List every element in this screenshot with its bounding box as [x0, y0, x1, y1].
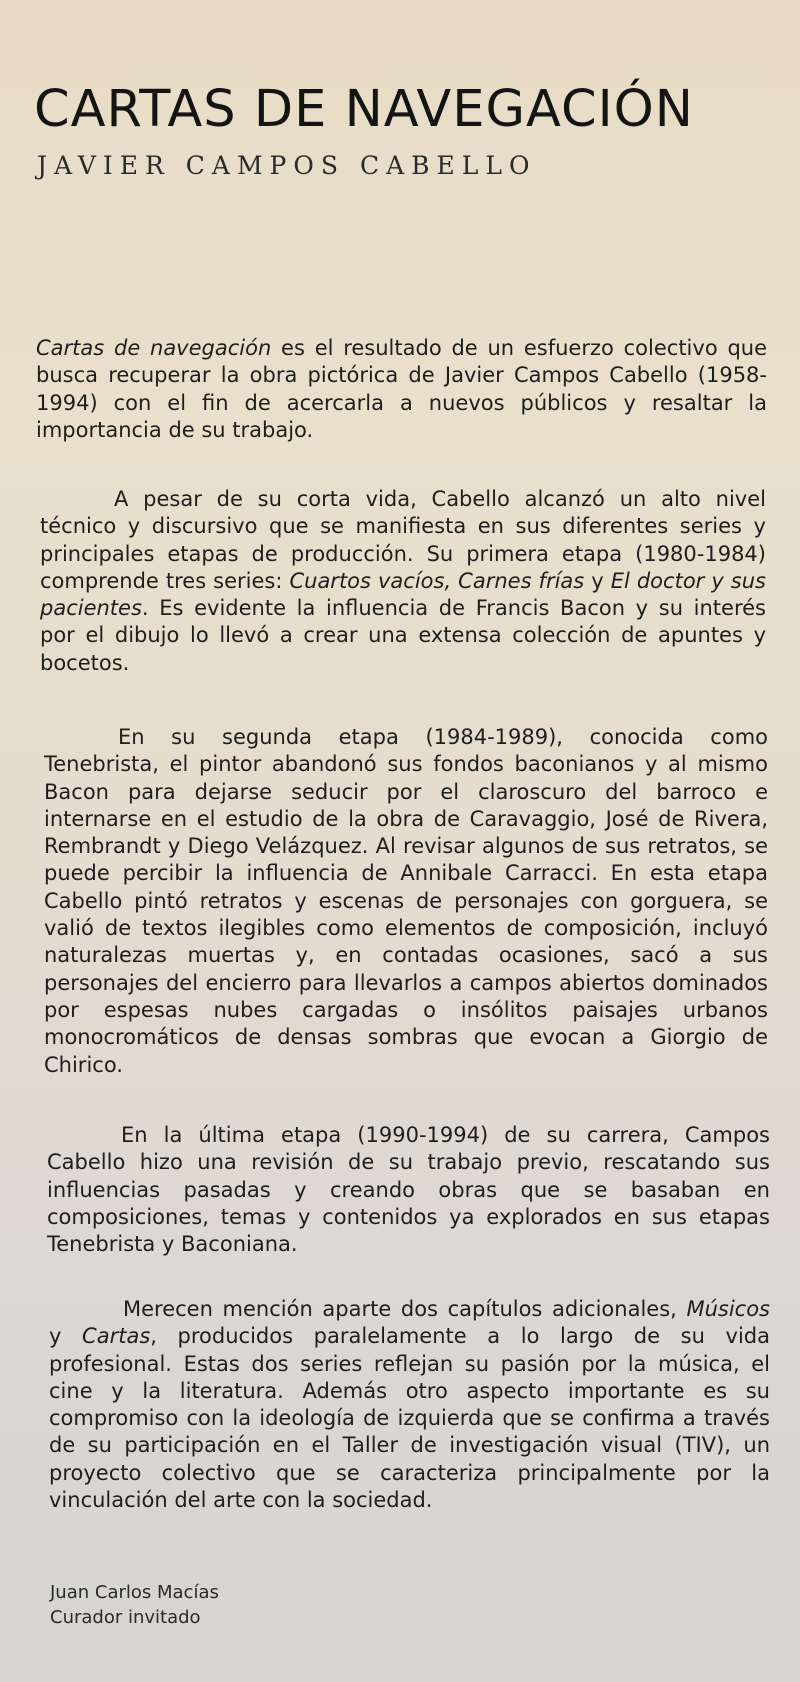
paragraph-additional-chapters [49, 1296, 770, 1514]
series-title-italic: Músicos [686, 1297, 770, 1321]
paragraph-text: y [584, 568, 611, 593]
curator-credit [50, 1580, 219, 1630]
series-title-italic: El doctor y sus pacientes [40, 568, 766, 621]
series-title-italic: Cuartos vacíos, Carnes frías [289, 568, 585, 593]
paragraph-intro [36, 335, 767, 444]
series-title-italic: Cartas [82, 1324, 151, 1349]
paragraph-text: es el resultado de un esfuerzo colectivo que busca recuperar la obra pictórica de Javier Campos Cabello (1958-1994) con el fin de acercarla a nuevos públicos y resaltar la importancia de su trabajo. [36, 336, 767, 442]
paragraph-first-stage [40, 486, 766, 677]
curator-role: Curador invitado [50, 1607, 201, 1628]
paragraph-text: , producidos paralelamente a lo largo de su vida profesional. Estas dos series reflejan su pasión por la música, el cine y la literatura. Además otro aspecto importante es su compromiso con la ideología de izquierda que se confirma a través de su participación en el Taller de investigación visual (TIV), un proyecto colectivo que se caracteriza principalmente por la vinculación del arte con la sociedad. [49, 1324, 770, 1513]
paragraph-text: En su segunda etapa (1984-1989), conocida como Tenebrista, el pintor abandonó sus fondos baconianos y al mismo Bacon para dejarse seducir por el claroscuro del barroco e internarse en el estudio de la obra de Caravaggio, José de Rivera, Rembrandt y Diego Velázquez. Al revisar algunos de sus retratos, se puede percibir la influencia de Annibale Carracci. En esta etapa Cabello pintó retratos y escenas de personajes con gorguera, se valió de textos ilegibles como elementos de composición, incluyó naturalezas muertas y, en contadas ocasiones, sacó a sus personajes del encierro para llevarlos a campos abiertos dominados por espesas nubes cargadas o insólitos paisajes urbanos monocromáticos de densas sombras que evocan a Giorgio de Chirico. [44, 725, 768, 1077]
paragraph-second-stage [44, 724, 768, 1079]
paragraph-text: Merecen mención aparte dos capítulos adicionales, [123, 1297, 687, 1321]
series-title-italic: Cartas de navegación [36, 336, 272, 360]
panel-title: CARTAS DE NAVEGACIÓN [34, 80, 694, 139]
curator-name: Juan Carlos Macías [50, 1582, 219, 1603]
paragraph-text: En la última etapa (1990-1994) de su carrera, Campos Cabello hizo una revisión de su trabajo previo, rescatando sus influencias pasadas y creando obras que se basaban en composiciones, temas y contenidos ya explorados en sus etapas Tenebrista y Baconiana. [47, 1123, 770, 1257]
artist-name: JAVIER CAMPOS CABELLO [37, 151, 537, 180]
paragraph-text: A pesar de su corta vida, Cabello alcanzó un alto nivel técnico y discursivo que se manifiesta en sus diferentes series y principales etapas de producción. Su primera etapa (1980-1984) comprende tres series: [40, 487, 766, 593]
paragraph-last-stage [47, 1122, 770, 1258]
paragraph-text: y [49, 1324, 83, 1349]
paragraph-text: . Es evidente la influencia de Francis Bacon y su interés por el dibujo lo llevó a crear una extensa colección de apuntes y bocetos. [40, 596, 766, 675]
